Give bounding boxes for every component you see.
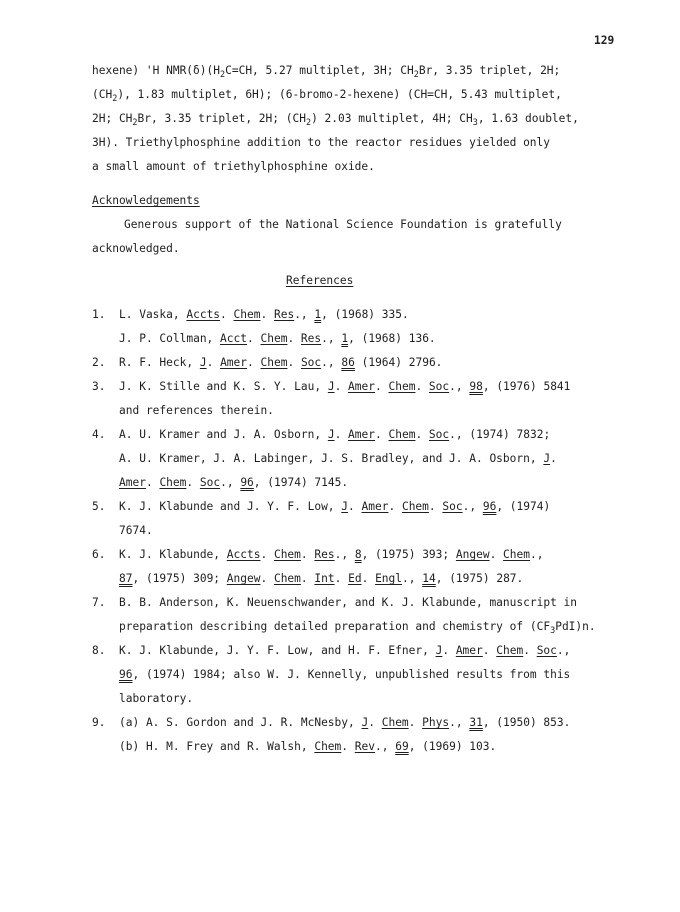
text: (CH	[92, 88, 113, 101]
volume: 31	[469, 716, 483, 729]
text: .,	[374, 740, 396, 753]
journal-abbrev: J	[543, 452, 551, 465]
text: .	[368, 716, 382, 729]
journal-abbrev: J	[199, 356, 207, 369]
text: J. K. Stille and K. S. Y. Lau,	[119, 380, 328, 393]
journal-abbrev: Chem	[159, 476, 187, 489]
reference-line	[119, 332, 436, 346]
text: ) 2.03 multiplet, 4H; CH	[311, 112, 473, 125]
reference-number: 9.	[92, 716, 106, 729]
text: , (1975) 393;	[361, 548, 456, 561]
volume: 96	[119, 668, 133, 681]
text: preparation describing detailed preparation and chemistry of (CF	[119, 620, 551, 633]
text: .	[415, 380, 429, 393]
journal-abbrev: J	[327, 380, 335, 393]
text: .,	[321, 332, 342, 345]
text: hexene)	[92, 64, 146, 77]
journal-abbrev: Accts	[226, 548, 261, 561]
journal-abbrev: Soc	[428, 380, 450, 393]
text: J. P. Collman,	[119, 332, 221, 345]
reference-line: laboratory.	[119, 692, 194, 705]
journal-abbrev: Res	[314, 548, 335, 561]
text: , (1968) 335.	[321, 308, 409, 321]
reference-line	[119, 356, 442, 370]
paragraph-line-3	[92, 112, 579, 126]
reference-number: 6.	[92, 548, 106, 561]
text: ), 1.83 multiplet, 6H); (6-bromo-2-hexene) (CH=CH, 5.43 multiplet,	[117, 88, 562, 101]
text: .	[186, 476, 200, 489]
text: .	[442, 644, 456, 657]
journal-abbrev: Chem	[388, 380, 416, 393]
reference-line	[119, 716, 570, 730]
paragraph-line-1	[92, 64, 560, 78]
text: .	[408, 716, 423, 729]
text: .,	[334, 548, 355, 561]
text: L. Vaska,	[119, 308, 187, 321]
text: .,	[449, 428, 470, 441]
text: .	[247, 356, 261, 369]
text: .	[300, 572, 315, 585]
acknowledgements-heading: Acknowledgements	[92, 194, 200, 207]
journal-abbrev: Chem	[388, 428, 416, 441]
text: .,	[449, 380, 470, 393]
text: .,	[220, 476, 241, 489]
text: , 1.63 doublet,	[477, 112, 579, 125]
journal-abbrev: Soc	[428, 428, 450, 441]
text: , (1975) 287.	[435, 572, 524, 585]
journal-abbrev: Chem	[233, 308, 261, 321]
reference-line	[119, 548, 543, 562]
text: .	[287, 356, 301, 369]
text: .	[388, 500, 402, 513]
volume: 8	[354, 548, 362, 561]
text: (a) A. S. Gordon and J. R. McNesby,	[119, 716, 362, 729]
journal-abbrev: Acct	[220, 332, 247, 345]
reference-line	[119, 452, 557, 466]
references-heading: References	[286, 274, 354, 287]
page-number: 129	[594, 34, 615, 47]
volume: 14	[422, 572, 436, 585]
text: .	[260, 308, 274, 321]
reference-line: and references therein.	[119, 404, 274, 417]
reference-line	[119, 380, 570, 394]
volume: 96	[482, 500, 497, 513]
text: Br, 3.35 triplet, 2H; (CH	[137, 112, 306, 125]
reference-line: B. B. Anderson, K. Neuenschwander, and K. J. Klabunde, manuscript in	[119, 596, 578, 609]
journal-abbrev: Chem	[401, 500, 429, 513]
subscript: 2	[112, 94, 118, 104]
text: .	[300, 548, 315, 561]
journal-abbrev: Chem	[273, 548, 301, 561]
text: .,	[294, 308, 315, 321]
reference-number: 5.	[92, 500, 106, 513]
volume: 1	[314, 308, 322, 321]
journal-abbrev: Amer	[348, 380, 375, 393]
text: .	[415, 428, 429, 441]
text: , (1974) 1984; also W. J. Kennelly, unpublished results from this	[132, 668, 571, 681]
reference-line	[119, 644, 570, 658]
subscript: 2	[219, 70, 226, 80]
journal-abbrev: Rev	[354, 740, 375, 753]
journal-abbrev: Int	[314, 572, 335, 585]
journal-abbrev: Phys	[422, 716, 450, 729]
text: , (1974) 7145.	[253, 476, 349, 489]
reference-number: 7.	[92, 596, 106, 609]
text: .,	[462, 500, 483, 513]
journal-abbrev: Chem	[273, 572, 301, 585]
journal-abbrev: J	[341, 500, 349, 513]
text: .,	[556, 644, 571, 657]
journal-abbrev: Angew	[226, 572, 261, 585]
text: (1974) 7832;	[469, 428, 551, 441]
text: , (1975) 309;	[132, 572, 227, 585]
text: .,	[449, 716, 470, 729]
journal-abbrev: Accts	[186, 308, 221, 321]
reference-line	[119, 740, 496, 754]
journal-abbrev: Amer	[361, 500, 389, 513]
reference-line	[119, 500, 550, 514]
text: .	[206, 356, 221, 369]
journal-abbrev: Soc	[199, 476, 221, 489]
volume: 1	[341, 332, 349, 345]
text: .	[550, 452, 557, 465]
reference-number: 2.	[92, 356, 106, 369]
text: 2H; CH	[92, 112, 133, 125]
volume: 96	[240, 476, 254, 489]
text: .	[334, 572, 349, 585]
reference-line	[119, 572, 523, 586]
journal-abbrev: Angew	[455, 548, 490, 561]
text: , (1976) 5841	[482, 380, 571, 393]
text: .	[334, 380, 349, 393]
text: K. J. Klabunde and J. Y. F. Low,	[119, 500, 342, 513]
journal-abbrev: Soc	[300, 356, 322, 369]
text: .,	[321, 356, 342, 369]
journal-abbrev: Chem	[496, 644, 524, 657]
text: K. J. Klabunde,	[119, 548, 227, 561]
text: C=CH, 5.27 multiplet, 3H; CH	[225, 64, 414, 77]
text: (b) H. M. Frey and R. Walsh,	[119, 740, 315, 753]
subscript: 2	[413, 70, 419, 80]
text: .	[348, 500, 362, 513]
paragraph-line-2	[92, 88, 562, 102]
reference-number: 3.	[92, 380, 106, 393]
reference-line	[119, 476, 348, 490]
text: (1964) 2796.	[354, 356, 443, 369]
text: .	[489, 548, 504, 561]
journal-abbrev: Amer	[220, 356, 248, 369]
subscript: 3	[472, 118, 478, 128]
text: PdI)n.	[555, 620, 596, 633]
text: .	[375, 380, 389, 393]
journal-abbrev: Amer	[348, 428, 375, 441]
text: .	[247, 332, 261, 345]
text: .	[375, 428, 389, 441]
journal-abbrev: Chem	[314, 740, 342, 753]
text: , (1968) 136.	[348, 332, 436, 345]
reference-number: 4.	[92, 428, 106, 441]
text: .	[428, 500, 443, 513]
subscript: 3	[550, 626, 556, 636]
subscript: 2	[305, 118, 312, 128]
text: .	[260, 548, 274, 561]
volume: 69	[395, 740, 409, 753]
journal-abbrev: J	[361, 716, 369, 729]
reference-line	[119, 428, 550, 442]
text: A. U. Kramer, J. A. Labinger, J. S. Bradley, and J. A. Osborn,	[119, 452, 544, 465]
journal-abbrev: J	[327, 428, 335, 441]
acknowledgements-line-2: acknowledged.	[92, 242, 180, 255]
subscript: 2	[132, 118, 138, 128]
text: , (1974)	[496, 500, 551, 513]
journal-abbrev: Engl	[375, 572, 403, 585]
text: .	[145, 476, 160, 489]
text: .	[220, 308, 234, 321]
volume: 98	[469, 380, 483, 393]
journal-abbrev: Chem	[260, 356, 288, 369]
text: A. U. Kramer and J. A. Osborn,	[119, 428, 328, 441]
journal-abbrev: Chem	[381, 716, 409, 729]
journal-abbrev: Soc	[536, 644, 557, 657]
paragraph-line-4: 3H). Triethylphosphine addition to the reactor residues yielded only	[92, 136, 551, 149]
volume: 86	[341, 356, 355, 369]
text: .	[482, 644, 497, 657]
text: .	[287, 332, 301, 345]
journal-abbrev: Chem	[260, 332, 288, 345]
text: 'H NMR(δ)(H	[145, 64, 220, 77]
reference-line	[119, 308, 409, 322]
reference-number: 1.	[92, 308, 106, 321]
journal-abbrev: Res	[273, 308, 295, 321]
text: Br, 3.35 triplet, 2H;	[418, 64, 561, 77]
reference-line: 7674.	[119, 524, 153, 537]
text: .	[260, 572, 274, 585]
reference-number: 8.	[92, 644, 106, 657]
text: .,	[530, 548, 544, 561]
volume: 87	[119, 572, 133, 585]
text: .	[341, 740, 355, 753]
text: .,	[402, 572, 423, 585]
journal-abbrev: Res	[300, 332, 322, 345]
reference-line	[119, 668, 570, 682]
text: .	[523, 644, 537, 657]
text: R. F. Heck,	[119, 356, 200, 369]
text: .	[361, 572, 376, 585]
text: .	[334, 428, 349, 441]
journal-abbrev: Amer	[119, 476, 146, 489]
journal-abbrev: J	[435, 644, 443, 657]
text: K. J. Klabunde, J. Y. F. Low, and H. F. Efner,	[119, 644, 436, 657]
journal-abbrev: Ed	[348, 572, 362, 585]
journal-abbrev: Amer	[455, 644, 483, 657]
journal-abbrev: Soc	[442, 500, 463, 513]
acknowledgements-line-1: Generous support of the National Science Foundation is gratefully	[124, 218, 562, 231]
text: , (1950) 853.	[482, 716, 571, 729]
reference-line	[119, 620, 596, 634]
paragraph-line-5: a small amount of triethylphosphine oxide.	[92, 160, 375, 173]
text: , (1969) 103.	[408, 740, 497, 753]
journal-abbrev: Chem	[503, 548, 530, 561]
